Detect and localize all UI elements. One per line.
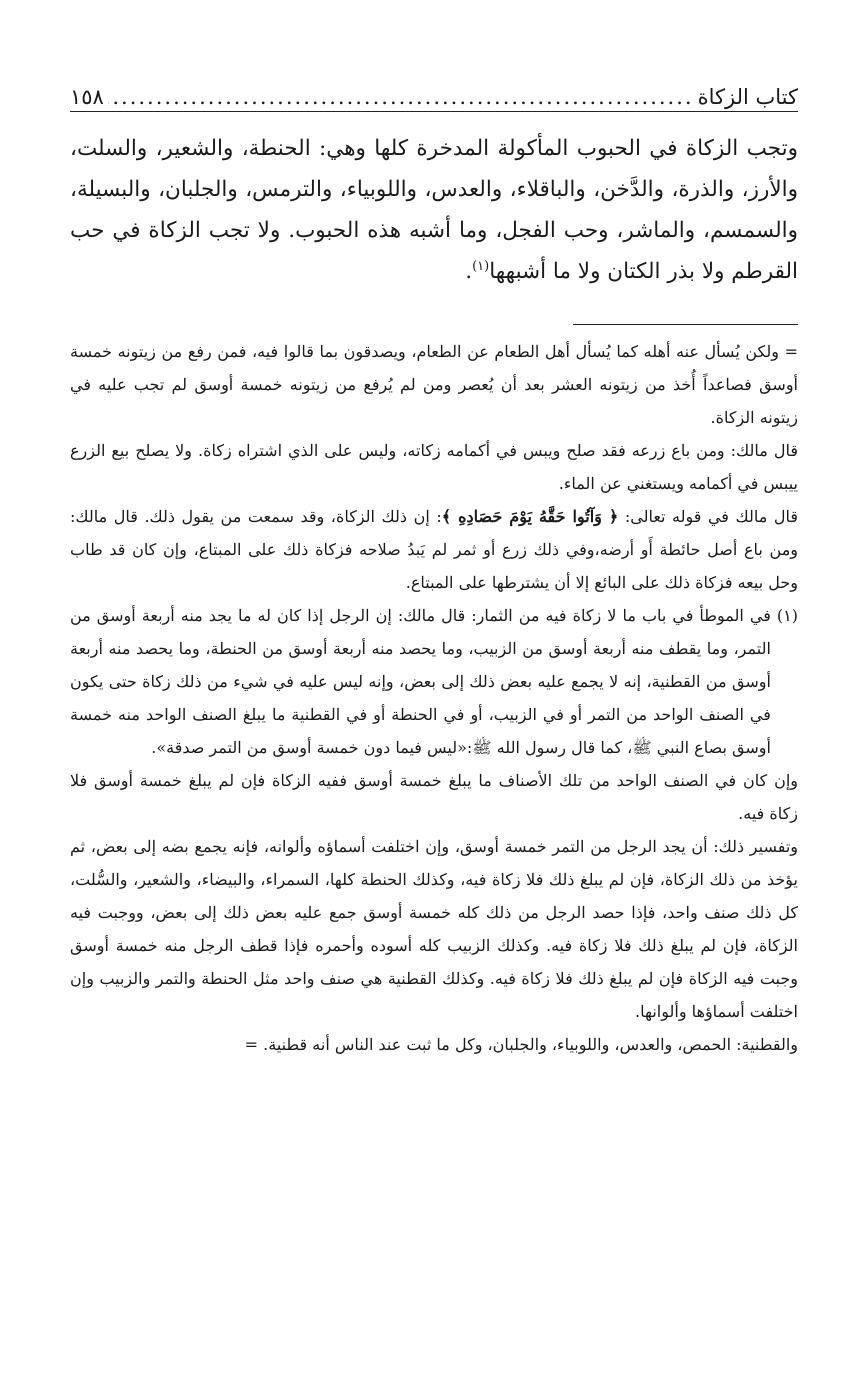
footnotes xyxy=(70,335,798,1061)
main-text xyxy=(70,128,798,292)
header-leader-dots xyxy=(108,87,694,108)
footnote-1-number: (١) xyxy=(776,606,798,625)
main-paragraph-text: وتجب الزكاة في الحبوب المأكولة المدخرة كلها وهي: الحنطة، والشعير، والسلت، والأرز، والذرة، والدَّخن، والباقلاء، والعدس، واللوبياء، والترمس، والجلبان، والبسيلة، والسمسم، والماشر، وحب الفجل، وما أشبه هذه الحبوب. ولا تجب الزكاة في حب القرطم ولا بذر الكتان ولا ما أشبهها xyxy=(70,136,798,284)
footnote-paragraph-2: وتفسير ذلك: أن يجد الرجل من التمر خمسة أوسق، وإن اختلفت أسماؤه وألوانه، فإنه يجمع بضه إلى بعض، ثم يؤخذ من ذلك الزكاة، فإن لم يبلغ ذلك فلا زكاة فيه، وكذلك الحنطة كلها، السمراء، والبيضاء، والشعير، والسُّلت، كل ذلك صنف واحد، فإذا حصد الرجل من ذلك كله خمسة أوسق جمع عليه بعض ذلك إلى بعض، ووجبت فيه الزكاة، فإن لم يبلغ ذلك فلا زكاة فيه. وكذلك الزبيب كله أسوده وأحمره فإذا قطف الرجل منه خمسة أوسق وجبت فيه الزكاة فإن لم يبلغ ذلك فلا زكاة فيه. وكذلك القطنية هي صنف واحد مثل الحنطة والتمر والزبيب وإن اختلفت أسماؤها وألوانها. xyxy=(70,837,798,1021)
quran-para-after: : إن ذلك الزكاة، وقد سمعت من يقول ذلك. قال مالك: ومن باع أصل حائطة أَو أرضه،وفي ذلك زرع أو ثمر لم يَبدُ صلاحه فزكاة ذلك على المبتاع، وإن كان قد طاب وحل بيعه فزكاة ذلك على البائع إلا أن يشترطها على المبتاع. xyxy=(70,507,798,592)
footnote-1 xyxy=(70,599,798,764)
main-paragraph xyxy=(70,128,798,292)
footnote-quran-paragraph xyxy=(70,500,798,599)
footnote-separator xyxy=(573,324,798,325)
footnote-paragraph-3: والقطنية: الحمص، والعدس، واللوبياء، والجلبان، وكل ما ثبت عند الناس أنه قطنية. = xyxy=(244,1035,798,1054)
quran-para-before: قال مالك في قوله تعالى: xyxy=(618,507,799,526)
header-title: كتاب الزكاة xyxy=(697,85,798,109)
page-number: ١٥٨ xyxy=(70,85,104,109)
footnote-continued-1: = ولكن يُسأل عنه أهله كما يُسأل أهل الطعام عن الطعام، ويصدقون بما قالوا فيه، فمن رفع من زيتونه خمسة أوسق فصاعداً أُخذ من زيتونه العشر بعد أن يُعصر ومن لم يُرفع من زيتونه خمسة أوسق لم تجب عليه في زيتونه الزكاة. xyxy=(70,342,798,427)
footnote-paragraph-1: وإن كان في الصنف الواحد من تلك الأصناف ما يبلغ خمسة أوسق ففيه الزكاة فإن لم يبلغ خمسة أوسق فلا زكاة فيه. xyxy=(70,771,798,823)
running-header xyxy=(70,70,798,112)
footnote-continued-2: قال مالك: ومن باع زرعه فقد صلح ويبس في أكمامه زكاته، وليس على الذي اشتراه زكاة. ولا يصلح بيع الزرع ييبس في أكمامه ويستغني عن الماء. xyxy=(70,441,798,493)
footnote-reference: (١) xyxy=(472,258,490,274)
main-paragraph-end: . xyxy=(465,259,473,284)
quran-verse: ﴿ وَآتُوا حَقَّهُ يَوْمَ حَصَادِهِ ﴾ xyxy=(441,507,619,526)
footnote-1-text: في الموطأ في باب ما لا زكاة فيه من الثمار: قال مالك: إن الرجل إذا كان له ما يجد منه أربعة أوسق من التمر، وما يقطف منه أربعة أوسق من الزبيب، وما يحصد منه أربعة أوسق من الحنطة، وما يحصد منه أربعة أوسق من القطنية، إنه لا يجمع عليه بعض ذلك إلى بعض، وإنه ليس عليه في شيء من ذلك زكاة حتى يكون في الصنف الواحد من التمر أو في الزبيب، أو في الحنطة أو في القطنية ما يبلغ الصنف الواحد منه خمسة أوسق بصاع النبي ﷺ، كما قال رسول الله ﷺ:«ليس فيما دون خمسة أوسق من التمر صدقة». xyxy=(70,606,771,757)
